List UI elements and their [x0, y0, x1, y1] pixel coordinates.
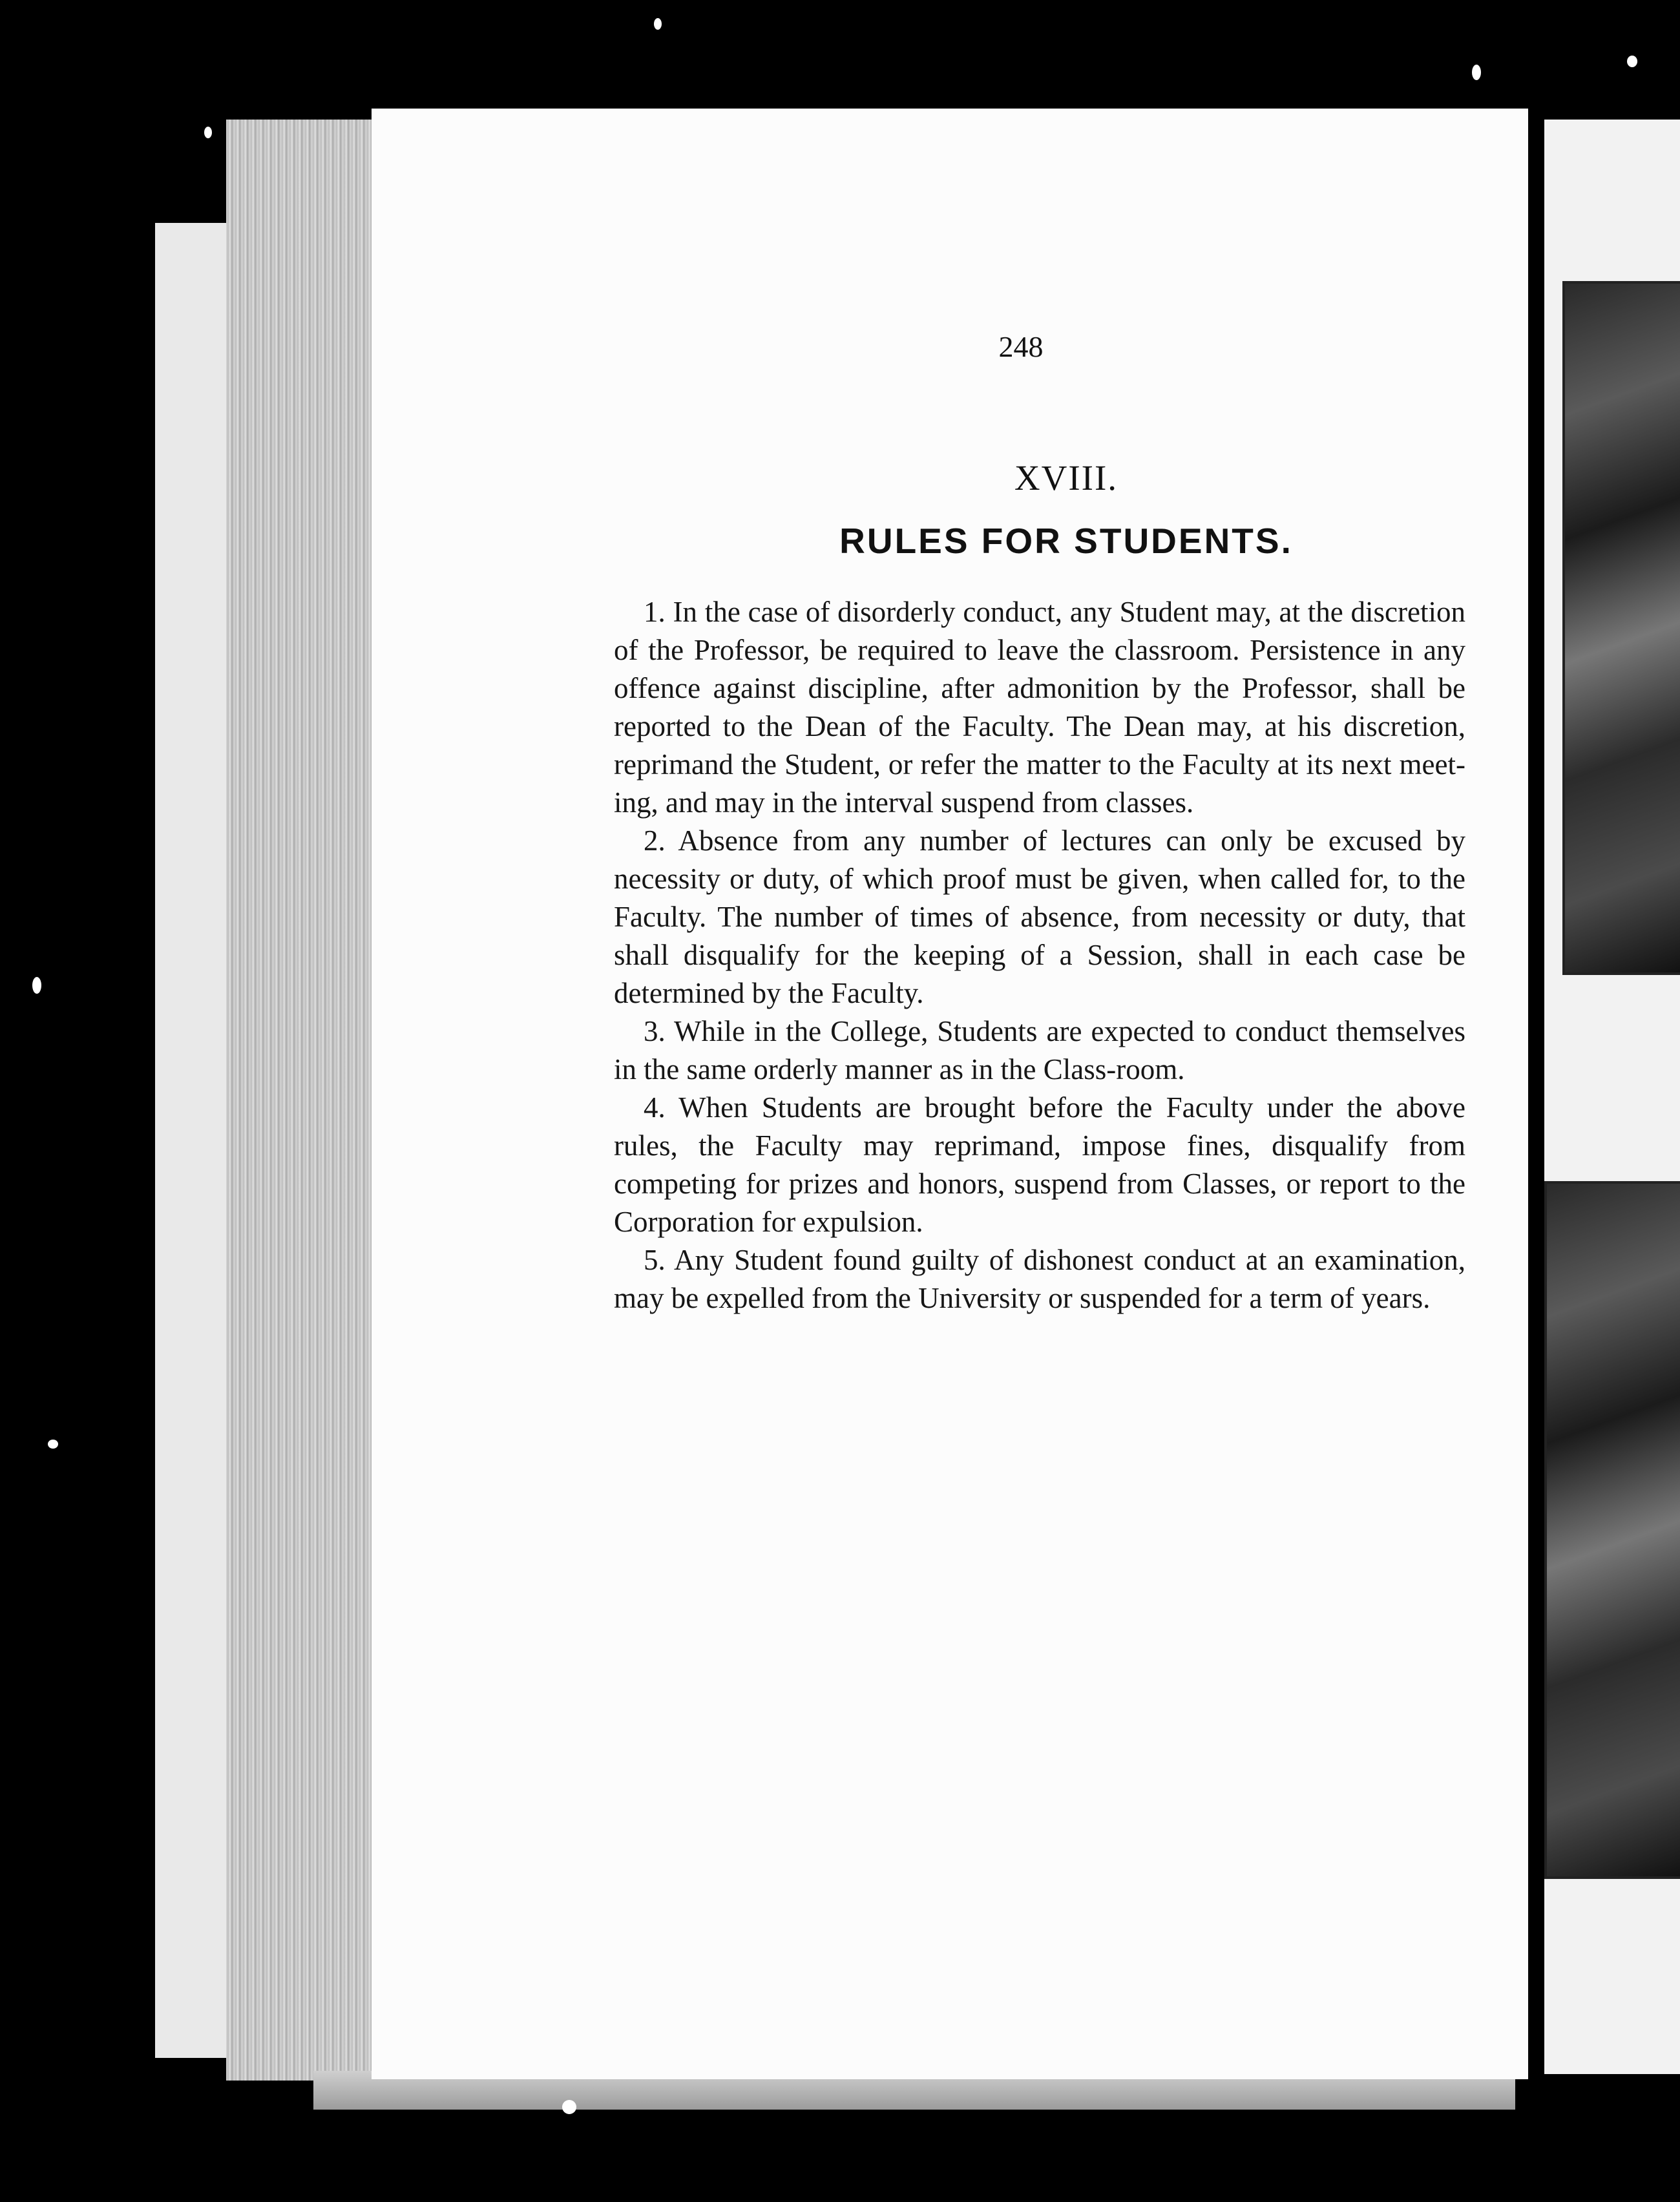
scan-speck: [48, 1440, 58, 1449]
scan-speck: [1627, 56, 1637, 67]
rule-number: 2.: [644, 824, 666, 857]
rule-item: [614, 593, 1465, 822]
rule-number: 5.: [644, 1244, 666, 1276]
book-fore-edge: [226, 120, 379, 2081]
scan-speck: [204, 127, 212, 138]
rule-text: Absence from any number of lectures can only be excused by necessity or duty, of which proof must be given, when called for, to the Faculty. The number of times of absence, from necessity or duty, that shall disqualify for the keeping of a Session, shall in each case be determined by the Faculty.: [614, 824, 1465, 1009]
rule-number: 4.: [644, 1091, 666, 1124]
rule-item: [614, 822, 1465, 1012]
scan-speck: [1472, 65, 1481, 80]
section-title: RULES FOR STUDENTS.: [839, 521, 1293, 561]
rules-list: [614, 593, 1465, 1317]
rule-number: 3.: [644, 1015, 666, 1047]
rule-item: [614, 1089, 1465, 1241]
rule-item: [614, 1012, 1465, 1089]
scan-speck: [562, 2100, 576, 2114]
rule-text: Any Student found guilty of dishonest conduct at an examination, may be expelled from the University or suspended for a term of years.: [614, 1244, 1465, 1314]
facing-page-photo-bottom: [1544, 1181, 1680, 1879]
facing-page-photo-top: [1562, 281, 1680, 975]
page-number: 248: [998, 330, 1044, 363]
scan-speck: [654, 18, 662, 30]
chapter-number: XVIII.: [1014, 458, 1118, 498]
rule-item: [614, 1241, 1465, 1317]
rule-text: While in the College, Students are expected to conduct themselves in the same orderly manner as in the Class-room.: [614, 1015, 1465, 1085]
rule-number: 1.: [644, 596, 666, 628]
rule-text: In the case of disorderly conduct, any Student may, at the discretion of the Professor, be required to leave the classroom. Persistence in any offence against discipline, after admonition by the Professor, shall be reported to the Dean of the Faculty. The Dean may, at his discretion, reprimand the Student, or refer the matter to the Faculty at its next meeting, and may in the interval suspend from classes.: [614, 596, 1465, 819]
scan-speck: [32, 977, 41, 994]
rule-text: When Students are brought before the Faculty under the above rules, the Faculty may reprimand, impose fines, disqualify from competing for prizes and honors, suspend from Classes, or report to the Corporation for expulsion.: [614, 1091, 1466, 1238]
